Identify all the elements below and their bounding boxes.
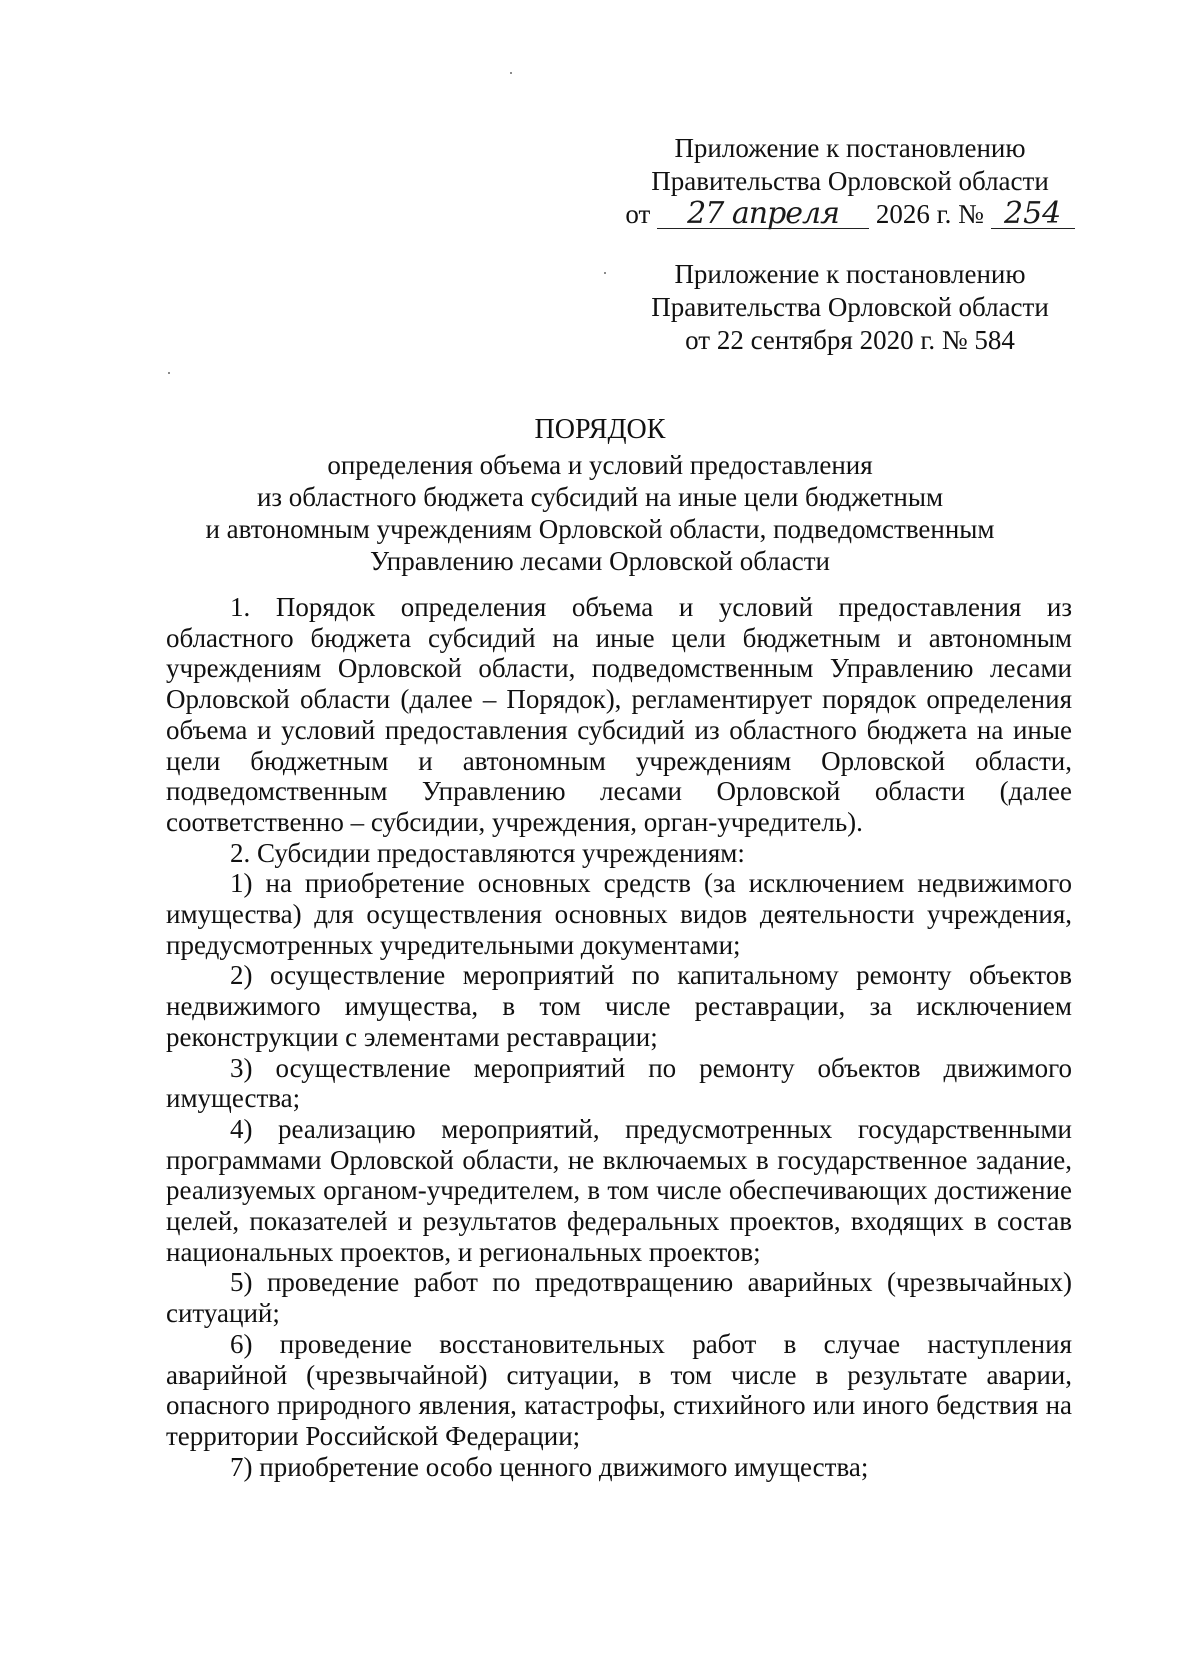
list-item: 5) проведение работ по предотвращению аварийных (чрезвычайных) ситуаций; bbox=[166, 1267, 1072, 1329]
handwritten-number: 254 bbox=[991, 200, 1075, 229]
scan-speck bbox=[510, 72, 512, 74]
title-heading: ПОРЯДОК bbox=[534, 414, 666, 445]
appendix-header-original bbox=[600, 258, 1100, 357]
title-line: и автономным учреждениям Орловской области, подведомственным bbox=[205, 514, 995, 544]
title-line: определения объема и условий предоставления bbox=[327, 450, 873, 480]
appendix-header-current bbox=[600, 132, 1100, 231]
list-item: 1) на приобретение основных средств (за исключением недвижимого имущества) для осуществления основных видов деятельности учреждения, предусмотренных учредительными документами; bbox=[166, 868, 1072, 960]
title-line: из областного бюджета субсидий на иные цели бюджетным bbox=[256, 482, 944, 512]
title-line: Управлению лесами Орловской области bbox=[370, 546, 830, 576]
list-item: 2) осуществление мероприятий по капитальному ремонту объектов недвижимого имущества, в том числе реставрации, за исключением реконструкции с элементами реставрации; bbox=[166, 960, 1072, 1052]
appendix-line: Правительства Орловской области bbox=[651, 166, 1049, 196]
appendix-line: от 22 сентября 2020 г. № 584 bbox=[685, 325, 1015, 355]
paragraph: 1. Порядок определения объема и условий предоставления из областного бюджета субсидий на иные цели бюджетным и автономным учреждениям Орловской области, подведомственным Управлению лесами Орловской области (далее – Порядок), регламентирует порядок определения объема и условий предоставления субсидий из областного бюджета на иные цели бюджетным и автономным учреждениям Орловской области, подведомственным Управлению лесами Орловской области (далее соответственно – субсидии, учреждения, орган-учредитель). bbox=[166, 592, 1072, 837]
list-item: 4) реализацию мероприятий, предусмотренных государственными программами Орловской области, не включаемых в государственное задание, реализуемых органом-учредителем, в том числе обеспечивающих достижение целей, показателей и результатов федеральных проектов, входящих в состав национальных проектов, и региональных проектов; bbox=[166, 1113, 1072, 1267]
list-item: 6) проведение восстановительных работ в случае наступления аварийной (чрезвычайной) ситуации, в том числе в результате аварии, опасного природного явления, катастрофы, стихийного или иного бедствия на территории Российской Федерации; bbox=[166, 1328, 1072, 1451]
document-title bbox=[160, 414, 1040, 577]
appendix-line: Приложение к постановлению bbox=[674, 133, 1026, 163]
paragraph: 2. Субсидии предоставляются учреждениям: bbox=[230, 837, 745, 868]
appendix-line: Правительства Орловской области bbox=[651, 292, 1049, 322]
handwritten-date: 27 апреля bbox=[657, 200, 869, 229]
list-item: 3) осуществление мероприятий по ремонту объектов движимого имущества; bbox=[166, 1052, 1072, 1114]
date-prefix: от bbox=[625, 199, 651, 229]
appendix-date-line bbox=[600, 198, 1100, 231]
document-body bbox=[166, 592, 1072, 1482]
list-item: 7) приобретение особо ценного движимого имущества; bbox=[230, 1451, 869, 1482]
year-text: 2026 г. № bbox=[875, 199, 984, 229]
appendix-line: Приложение к постановлению bbox=[674, 259, 1026, 289]
scan-speck bbox=[168, 372, 170, 374]
